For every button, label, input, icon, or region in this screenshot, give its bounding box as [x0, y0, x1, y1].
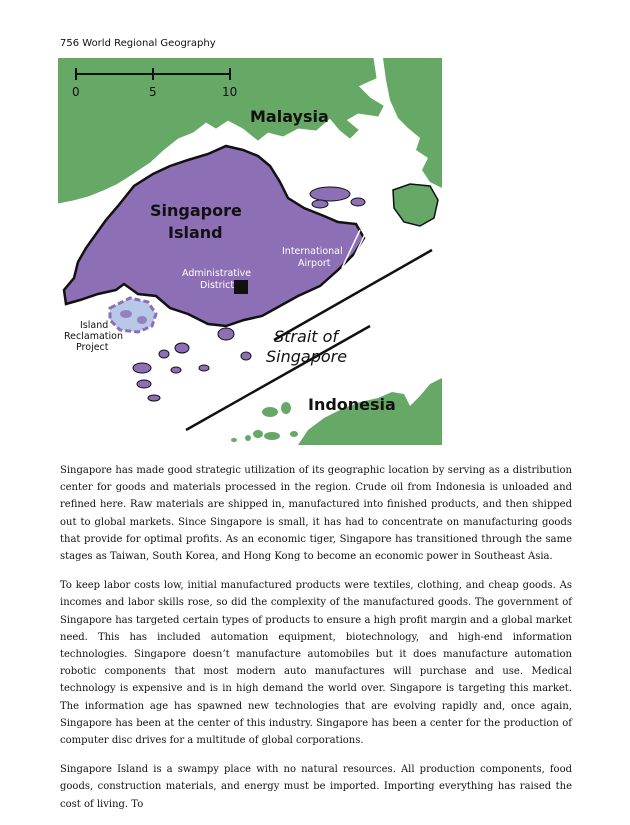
islet-8 [133, 363, 151, 373]
islet-1 [310, 187, 350, 201]
islet-12 [199, 365, 209, 371]
label-reclaim-line3: Project [76, 342, 109, 353]
scale-tick-10: 10 [222, 85, 238, 99]
label-indonesia: Indonesia [308, 395, 396, 414]
indonesia-islet-3 [253, 430, 263, 438]
indonesia-islet-6 [245, 435, 251, 441]
indonesia-islet-5 [290, 431, 298, 437]
islet-2 [312, 200, 328, 208]
label-reclaim-line2: Reclamation [64, 331, 123, 342]
administrative-district-marker [234, 280, 248, 294]
paragraph-3: Singapore Island is a swampy place with no natural resources. All production components, food goods, construction materials, and energy must be imported. Importing everything has raised the cost of living. To [60, 764, 572, 810]
scale-tick-0: 0 [72, 85, 80, 99]
running-header: 756 World Regional Geography [60, 38, 216, 49]
label-admin-line1: Administrative [182, 268, 252, 279]
islet-7 [159, 350, 169, 358]
indonesia-islet-4 [264, 432, 280, 440]
indonesia-islet-7 [231, 438, 237, 442]
reclamation-blob-1 [120, 310, 132, 318]
islet-10 [137, 380, 151, 388]
singapore-map [58, 58, 442, 445]
paragraph-1: Singapore has made good strategic utilization of its geographic location by serving as a distribution center for goods and materials processed in the region. Crude oil from Indonesia is unloaded and refined here. Raw materials are shipped in, manufactured into finished products, and then shipped out to global markets. Since Singapore is small, it has had to concentrate on manufacturing goods that provide for optimal profits. As an economic tiger, Singapore has transitioned through the same stages as Taiwan, South Korea, and Hong Kong to become an economic power in Southeast Asia. [60, 465, 572, 563]
label-malaysia: Malaysia [250, 107, 329, 126]
islet-6 [175, 343, 189, 353]
islet-5 [241, 352, 251, 360]
scale-tick-5: 5 [149, 85, 157, 99]
indonesia-islet-2 [281, 402, 291, 414]
islet-9 [171, 367, 181, 373]
label-reclaim-line1: Island [80, 320, 109, 331]
indonesia-islet-1 [262, 407, 278, 417]
label-strait-line2: Singapore [266, 347, 348, 366]
islet-4 [218, 328, 234, 340]
islet-11 [148, 395, 160, 401]
label-singapore-line1: Singapore [150, 201, 242, 220]
paragraph-2: To keep labor costs low, initial manufactured products were textiles, clothing, and cheap goods. As incomes and labor skills rose, so did the complexity of the manufactured goods. The government of Singapore has targeted certain types of products to ensure a high profit margin and a global market need. This has included automation equipment, biotechnology, and high-end information technologies. Singapore doesn’t manufacture automobiles but it does manufacture automation robotic components that most modern auto manufactures will purchase and use. Medical technology is expensive and is in high demand the world over. Singapore is targeting this market. The information age has spawned new technologies that are evolving rapidly and, once again, Singapore has been at the center of this industry. Singapore has been a center for the production of computer disc drives for a multitude of global corporations. [60, 580, 572, 747]
reclamation-blob-2 [137, 316, 147, 324]
label-strait-line1: Strait of [274, 327, 339, 346]
body-text [60, 462, 572, 825]
label-admin-line2: District [200, 280, 235, 291]
label-singapore-line2: Island [168, 223, 223, 242]
label-airport-line1: International [282, 246, 343, 257]
islet-3 [351, 198, 365, 206]
label-airport-line2: Airport [298, 258, 331, 269]
